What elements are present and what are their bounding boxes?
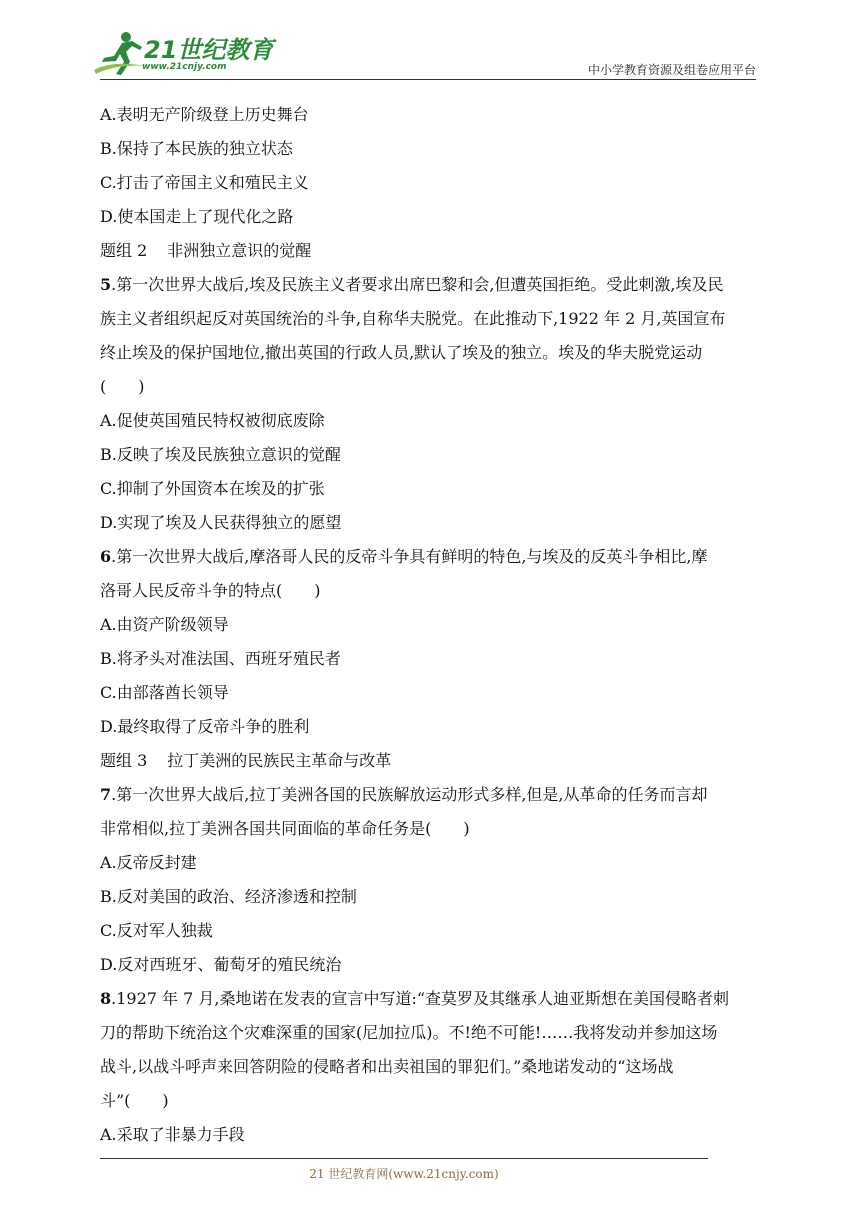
question-continuation: 斗”( ) [100, 1091, 169, 1110]
question-text: .1927 年 7 月,桑地诺在发表的宣言中写道:“查莫罗及其继承人迪亚斯想在美国侵略者刺 [111, 989, 730, 1008]
question-continuation: 终止埃及的保护国地位,撤出英国的行政人员,默认了埃及的独立。埃及的华夫脱党运动 [100, 343, 703, 362]
question-continuation: 战斗,以战斗呼声来回答阴险的侵略者和出卖祖国的罪犯们。”桑地诺发动的“这场战 [100, 1057, 674, 1076]
logo-sub-text: www.21cnjy.com [142, 62, 227, 72]
logo-main-text: 21世纪教育 [144, 36, 274, 64]
answer-option: D.使本国走上了现代化之路 [100, 207, 294, 226]
answer-option: C.抑制了外国资本在埃及的扩张 [100, 479, 325, 498]
question-stem [100, 982, 780, 1016]
answer-option: A.表明无产阶级登上历史舞台 [100, 105, 309, 124]
question-number: 7 [100, 785, 112, 804]
answer-option: D.最终取得了反帝斗争的胜利 [100, 717, 310, 736]
group-text: 拉丁美洲的民族民主革命与改革 [167, 751, 392, 770]
answer-option: A.由资产阶级领导 [100, 615, 229, 634]
answer-option: B.反对美国的政治、经济渗透和控制 [100, 887, 357, 906]
platform-name: 中小学教育资源及组卷应用平台 [587, 63, 756, 77]
document-body [100, 98, 780, 1152]
header-divider [100, 79, 756, 80]
answer-option: B.将矛头对准法国、西班牙殖民者 [100, 649, 341, 668]
answer-option: B.保持了本民族的独立状态 [100, 139, 293, 158]
question-continuation: 族主义者组织起反对英国统治的斗争,自称华夫脱党。在此推动下,1922 年 2 月,英国宣布 [100, 309, 726, 328]
answer-option: D.反对西班牙、葡萄牙的殖民统治 [100, 955, 342, 974]
question-group-title [100, 744, 780, 778]
question-number: 6 [100, 547, 112, 566]
answer-option: B.反映了埃及民族独立意识的觉醒 [100, 445, 341, 464]
group-text: 非洲独立意识的觉醒 [167, 241, 312, 260]
question-continuation: 非常相似,拉丁美洲各国共同面临的革命任务是( ) [100, 819, 470, 838]
question-stem [100, 778, 780, 812]
answer-option: A.反帝反封建 [100, 853, 197, 872]
question-number: 5 [100, 275, 112, 294]
question-group-title [100, 234, 780, 268]
question-text: .第一次世界大战后,拉丁美洲各国的民族解放运动形式多样,但是,从革命的任务而言却 [111, 785, 708, 804]
question-text: .第一次世界大战后,摩洛哥人民的反帝斗争具有鲜明的特色,与埃及的反英斗争相比,摩 [111, 547, 708, 566]
site-logo [92, 30, 274, 80]
answer-option: A.促使英国殖民特权被彻底废除 [100, 411, 325, 430]
answer-option: C.反对军人独裁 [100, 921, 213, 940]
question-continuation: 刀的帮助下统治这个灾难深重的国家(尼加拉瓜)。不!绝不可能!……我将发动并参加这场 [100, 1023, 718, 1042]
answer-option: C.由部落酋长领导 [100, 683, 229, 702]
group-label: 题组 3 [100, 751, 148, 770]
question-stem [100, 268, 780, 302]
page-footer: 21 世纪教育网(www.21cnjy.com) [309, 1167, 499, 1181]
runner-icon [92, 30, 148, 78]
question-continuation: 洛哥人民反帝斗争的特点( ) [100, 581, 321, 600]
page-header [0, 0, 860, 82]
answer-option: A.采取了非暴力手段 [100, 1125, 245, 1144]
question-stem [100, 540, 780, 574]
group-label: 题组 2 [100, 241, 148, 260]
question-text: .第一次世界大战后,埃及民族主义者要求出席巴黎和会,但遭英国拒绝。受此刺激,埃及民 [111, 275, 724, 294]
answer-option: C.打击了帝国主义和殖民主义 [100, 173, 309, 192]
question-continuation: ( ) [100, 377, 145, 396]
question-number: 8 [100, 989, 112, 1008]
footer-divider [100, 1158, 708, 1159]
answer-option: D.实现了埃及人民获得独立的愿望 [100, 513, 342, 532]
